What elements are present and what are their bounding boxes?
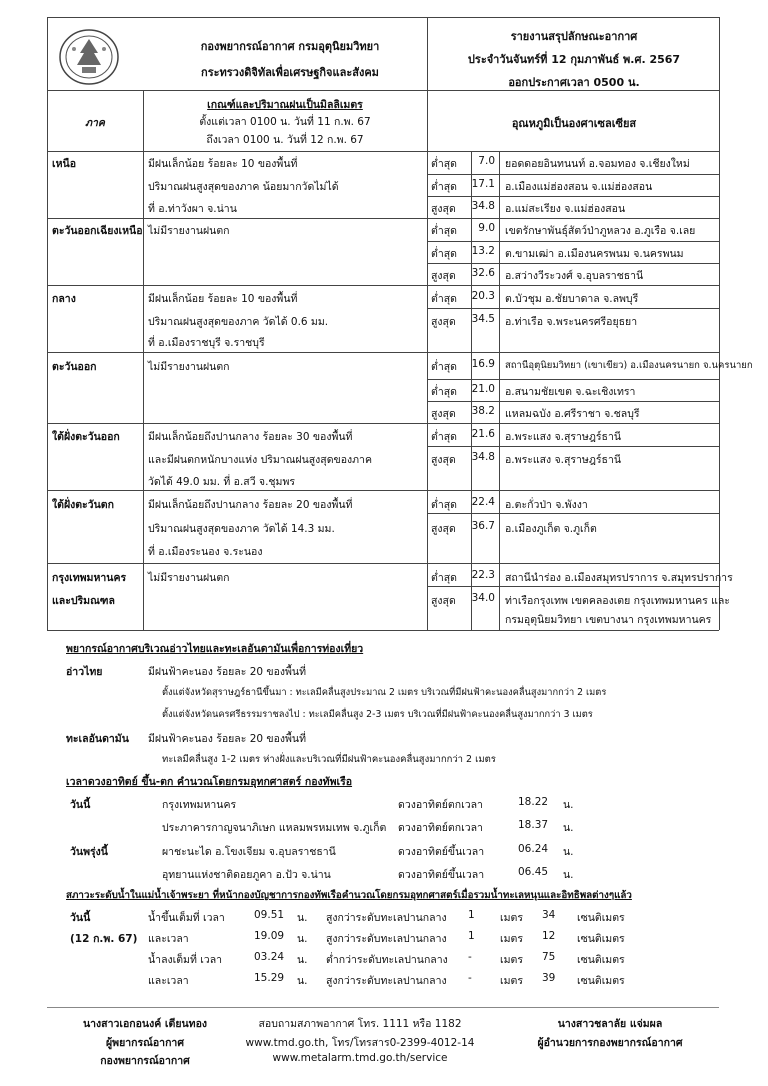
temp-value: 34.5 bbox=[471, 313, 495, 325]
sun-time: 18.22 bbox=[518, 796, 549, 808]
tide-meter: เมตร bbox=[500, 954, 523, 966]
temp-value: 17.1 bbox=[471, 178, 495, 190]
temp-value: 22.3 bbox=[471, 569, 495, 581]
temp-type: สูงสุด bbox=[431, 523, 456, 535]
tide-cm-unit: เซนติเมตร bbox=[577, 975, 625, 987]
rain-line: วัดได้ 49.0 มม. ที่ อ.สวี จ.ชุมพร bbox=[148, 476, 296, 488]
sun-event: ดวงอาทิตย์ตกเวลา bbox=[398, 822, 483, 834]
contact-phone: สอบถามสภาพอากาศ โทร. 1111 หรือ 1182 bbox=[258, 1018, 462, 1030]
tide-level: - bbox=[468, 951, 472, 963]
temp-value: 34.8 bbox=[471, 451, 495, 463]
tide-cm-unit: เซนติเมตร bbox=[577, 954, 625, 966]
sun-event: ดวงอาทิตย์ขึ้นเวลา bbox=[398, 846, 485, 858]
temp-place: อ.เมืองภูเก็ต จ.ภูเก็ต bbox=[505, 523, 597, 535]
temp-type: ต่ำสุด bbox=[431, 386, 457, 398]
temp-place: สถานีอุตุนิยมวิทยา (เขาเขียว) อ.เมืองนครนายก จ.นครนายก bbox=[505, 360, 753, 371]
rain-line: มีฝนเล็กน้อยถึงปานกลาง ร้อยละ 20 ของพื้นที่ bbox=[148, 499, 353, 511]
temp-value: 16.9 bbox=[471, 358, 495, 370]
sun-place: ผาชะนะได อ.โขงเจียม จ.อุบลราชธานี bbox=[162, 846, 336, 858]
tide-meter: เมตร bbox=[500, 933, 523, 945]
temp-value: 13.2 bbox=[471, 245, 495, 257]
department-seal bbox=[56, 27, 122, 87]
andaman-label: ทะเลอันดามัน bbox=[66, 733, 129, 745]
rain-line: ไม่มีรายงานฝนตก bbox=[148, 572, 230, 584]
region-name: กลาง bbox=[52, 293, 76, 305]
temp-place: เขตรักษาพันธุ์สัตว์ป่าภูหลวง อ.ภูเรือ จ.เลย bbox=[505, 225, 696, 237]
region-name: ตะวันออก bbox=[52, 361, 97, 373]
temp-place: อ.พระแสง จ.สุราษฎร์ธานี bbox=[505, 431, 622, 443]
ministry-name: กระทรวงดิจิทัลเพื่อเศรษฐกิจและสังคม bbox=[201, 66, 379, 79]
temp-type: สูงสุด bbox=[431, 203, 456, 215]
rain-line: ที่ อ.ท่าวังผา จ.น่าน bbox=[148, 203, 237, 215]
rain-line: มีฝนเล็กน้อยถึงปานกลาง ร้อยละ 30 ของพื้นที่ bbox=[148, 431, 353, 443]
temp-place: สถานีนำร่อง อ.เมืองสมุทรปราการ จ.สมุทรปราการ bbox=[505, 572, 733, 584]
rain-period-to: ถึงเวลา 0100 น. วันที่ 12 ก.พ. 67 bbox=[206, 134, 364, 146]
tide-meter: เมตร bbox=[500, 975, 523, 987]
sun-place: อุทยานแห่งชาติดอยภูคา อ.ปัว จ.น่าน bbox=[162, 869, 331, 881]
temp-type: ต่ำสุด bbox=[431, 181, 457, 193]
rain-line: ปริมาณฝนสูงสุดของภาค น้อยมากวัดไม่ได้ bbox=[148, 181, 339, 193]
report-issue-time: ออกประกาศเวลา 0500 น. bbox=[508, 76, 640, 89]
tide-title: สภาวะระดับน้ำในแม่น้ำเจ้าพระยา ที่หน้ากองบัญชาการกองทัพเรือคำนวณโดยกรมอุทกศาสตร์เมื่อรวมน้ำทะเลหนุนและอิทธิพลต่างๆแล้ว bbox=[66, 890, 632, 901]
temp-value: 34.8 bbox=[471, 200, 495, 212]
rain-line: ไม่มีรายงานฝนตก bbox=[148, 225, 230, 237]
tide-cm: 34 bbox=[542, 909, 556, 921]
temp-value: 34.0 bbox=[471, 592, 495, 604]
sun-title: เวลาดวงอาทิตย์ ขึ้น-ตก คำนวณโดยกรมอุทกศาสตร์ กองทัพเรือ bbox=[66, 776, 353, 788]
tide-desc: ต่ำกว่าระดับทะเลปานกลาง bbox=[326, 954, 448, 966]
temp-place: ท่าเรือกรุงเทพ เขตคลองเตย กรุงเทพมหานคร และ bbox=[505, 595, 730, 607]
marine-line: มีฝนฟ้าคะนอง ร้อยละ 20 ของพื้นที่ bbox=[148, 733, 307, 745]
temp-value: 21.0 bbox=[471, 383, 495, 395]
tide-cm: 39 bbox=[542, 972, 556, 984]
temp-value: 38.2 bbox=[471, 405, 495, 417]
sun-unit: น. bbox=[563, 869, 574, 881]
region-name: และปริมณฑล bbox=[52, 595, 115, 607]
tide-time: 03.24 bbox=[254, 951, 285, 963]
temp-type: สูงสุด bbox=[431, 595, 456, 607]
temp-type: ต่ำสุด bbox=[431, 431, 457, 443]
tide-desc: สูงกว่าระดับทะเลปานกลาง bbox=[326, 912, 447, 924]
rain-line: มีฝนเล็กน้อย ร้อยละ 10 ของพื้นที่ bbox=[148, 158, 298, 170]
temp-type: ต่ำสุด bbox=[431, 293, 457, 305]
rain-line: ปริมาณฝนสูงสุดของภาค วัดได้ 0.6 มม. bbox=[148, 316, 329, 328]
tide-unit: น. bbox=[297, 933, 308, 945]
rain-line: ที่ อ.เมืองราชบุรี จ.ราชบุรี bbox=[148, 337, 265, 349]
tide-meter: เมตร bbox=[500, 912, 523, 924]
temp-type: สูงสุด bbox=[431, 454, 456, 466]
temp-value: 22.4 bbox=[471, 496, 495, 508]
tide-level: - bbox=[468, 972, 472, 984]
sun-event: ดวงอาทิตย์ขึ้นเวลา bbox=[398, 869, 485, 881]
sun-time: 06.24 bbox=[518, 843, 549, 855]
temp-place: อ.แม่สะเรียง จ.แม่ฮ่องสอน bbox=[505, 203, 626, 215]
marine-line: มีฝนฟ้าคะนอง ร้อยละ 20 ของพื้นที่ bbox=[148, 666, 307, 678]
temp-type: ต่ำสุด bbox=[431, 158, 457, 170]
temp-place: ต.ขามเฒ่า อ.เมืองนครพนม จ.นครพนม bbox=[505, 248, 684, 260]
marine-line: ตั้งแต่จังหวัดนครศรีธรรมราชลงไป : ทะเลมีคลื่นสูง 2-3 เมตร บริเวณที่มีฝนฟ้าคะนองคลื่นสูงมากกว่า 3 เมตร bbox=[162, 709, 593, 720]
tide-time: 19.09 bbox=[254, 930, 285, 942]
sun-time: 18.37 bbox=[518, 819, 549, 831]
region-name: ใต้ฝั่งตะวันตก bbox=[52, 499, 114, 511]
rain-line: ที่ อ.เมืองระนอง จ.ระนอง bbox=[148, 546, 263, 558]
sun-place: ประภาคารกาญจนาภิเษก แหลมพรหมเทพ จ.ภูเก็ต bbox=[162, 822, 387, 834]
temp-place: อ.พระแสง จ.สุราษฎร์ธานี bbox=[505, 454, 622, 466]
temp-value: 36.7 bbox=[471, 520, 495, 532]
tide-cm-unit: เซนติเมตร bbox=[577, 933, 625, 945]
temp-place: อ.สนามชัยเขต จ.ฉะเชิงเทรา bbox=[505, 386, 636, 398]
director-name: นางสาวชลาลัย แจ่มผล bbox=[557, 1018, 663, 1030]
region-name: ตะวันออกเฉียงเหนือ bbox=[52, 225, 143, 237]
tide-cm-unit: เซนติเมตร bbox=[577, 912, 625, 924]
tomorrow-label: วันพรุ่งนี้ bbox=[70, 846, 108, 858]
metalarm-link[interactable]: www.metalarm.tmd.go.th/service bbox=[272, 1052, 448, 1064]
tide-unit: น. bbox=[297, 954, 308, 966]
rain-line: ปริมาณฝนสูงสุดของภาค วัดได้ 14.3 มม. bbox=[148, 523, 335, 535]
report-title: รายงานสรุปลักษณะอากาศ bbox=[510, 30, 638, 43]
region-name: กรุงเทพมหานคร bbox=[52, 572, 127, 584]
tide-label: และเวลา bbox=[148, 975, 189, 987]
tide-desc: สูงกว่าระดับทะเลปานกลาง bbox=[326, 933, 447, 945]
rain-line: มีฝนเล็กน้อย ร้อยละ 10 ของพื้นที่ bbox=[148, 293, 298, 305]
temp-place: แหลมฉบัง อ.ศรีราชา จ.ชลบุรี bbox=[505, 408, 640, 420]
marine-line: ตั้งแต่จังหวัดสุราษฎร์ธานีขึ้นมา : ทะเลมีคลื่นสูงประมาณ 2 เมตร บริเวณที่มีฝนฟ้าคะนองคลื่นสูงมากกว่า 2 เมตร bbox=[162, 687, 607, 698]
tide-label: น้ำขึ้นเต็มที่ เวลา bbox=[148, 912, 225, 924]
gulf-label: อ่าวไทย bbox=[66, 666, 103, 678]
temperature-column-title: อุณหภูมิเป็นองศาเซลเซียส bbox=[511, 117, 637, 130]
temp-type: ต่ำสุด bbox=[431, 248, 457, 260]
temp-type: ต่ำสุด bbox=[431, 499, 457, 511]
temp-type: ต่ำสุด bbox=[431, 572, 457, 584]
rain-column-title: เกณฑ์และปริมาณฝนเป็นมิลลิเมตร bbox=[207, 99, 363, 111]
temp-type: ต่ำสุด bbox=[431, 225, 457, 237]
sun-unit: น. bbox=[563, 799, 574, 811]
temp-type: สูงสุด bbox=[431, 316, 456, 328]
temp-type: ต่ำสุด bbox=[431, 361, 457, 373]
temp-value: 9.0 bbox=[478, 222, 495, 234]
temp-place: อ.ตะกั่วป่า จ.พังงา bbox=[505, 499, 588, 511]
region-name: เหนือ bbox=[52, 158, 76, 170]
tide-label: น้ำลงเต็มที่ เวลา bbox=[148, 954, 223, 966]
sun-unit: น. bbox=[563, 822, 574, 834]
temp-place: ต.บัวชุม อ.ชัยบาดาล จ.ลพบุรี bbox=[505, 293, 639, 305]
rain-line: ไม่มีรายงานฝนตก bbox=[148, 361, 230, 373]
temp-place: ยอดดอยอินทนนท์ อ.จอมทอง จ.เชียงใหม่ bbox=[505, 158, 690, 170]
rain-line: และมีฝนตกหนักบางแห่ง ปริมาณฝนสูงสุดของภาค bbox=[148, 454, 372, 466]
contact-website-link[interactable]: www.tmd.go.th, โทร/โทรสาร0-2399-4012-14 bbox=[245, 1037, 475, 1049]
tide-unit: น. bbox=[297, 912, 308, 924]
footer-divider bbox=[47, 1007, 719, 1008]
tide-level: 1 bbox=[468, 909, 475, 921]
tide-desc: สูงกว่าระดับทะเลปานกลาง bbox=[326, 975, 447, 987]
sun-event: ดวงอาทิตย์ตกเวลา bbox=[398, 799, 483, 811]
temp-type: สูงสุด bbox=[431, 270, 456, 282]
director-position: ผู้อำนวยการกองพยากรณ์อากาศ bbox=[537, 1037, 683, 1049]
temp-value: 21.6 bbox=[471, 428, 495, 440]
department-name: กองพยากรณ์อากาศ กรมอุตุนิยมวิทยา bbox=[200, 40, 380, 53]
tide-unit: น. bbox=[297, 975, 308, 987]
tide-day-label: วันนี้ bbox=[70, 912, 91, 924]
marine-line: ทะเลมีคลื่นสูง 1-2 เมตร ห่างฝั่งและบริเวณที่มีฝนฟ้าคะนองคลื่นสูงมากกว่า 2 เมตร bbox=[162, 754, 496, 765]
sun-unit: น. bbox=[563, 846, 574, 858]
temp-value: 7.0 bbox=[478, 155, 495, 167]
tide-time: 15.29 bbox=[254, 972, 285, 984]
sun-place: กรุงเทพมหานคร bbox=[162, 799, 237, 811]
temp-value: 20.3 bbox=[471, 290, 495, 302]
tide-cm: 12 bbox=[542, 930, 556, 942]
tide-label: และเวลา bbox=[148, 933, 189, 945]
tide-date-label: (12 ก.พ. 67) bbox=[70, 933, 138, 945]
temp-place: อ.สว่างวีระวงศ์ จ.อุบลราชธานี bbox=[505, 270, 644, 282]
region-column-header: ภาค bbox=[85, 117, 105, 129]
tide-cm: 75 bbox=[542, 951, 556, 963]
temp-type: สูงสุด bbox=[431, 408, 456, 420]
rain-period-from: ตั้งแต่เวลา 0100 น. วันที่ 11 ก.พ. 67 bbox=[199, 116, 371, 128]
marine-title: พยากรณ์อากาศบริเวณอ่าวไทยและทะเลอันดามันเพื่อการท่องเที่ยว bbox=[66, 643, 364, 655]
report-date: ประจำวันจันทร์ที่ 12 กุมภาพันธ์ พ.ศ. 2567 bbox=[467, 53, 681, 66]
temp-place: กรมอุตุนิยมวิทยา เขตบางนา กรุงเทพมหานคร bbox=[505, 614, 712, 626]
region-name: ใต้ฝั่งตะวันออก bbox=[52, 431, 120, 443]
temp-value: 32.6 bbox=[471, 267, 495, 279]
forecaster-name: นางสาวเอกอนงค์ เตียนทอง bbox=[82, 1018, 208, 1030]
temp-place: อ.เมืองแม่ฮ่องสอน จ.แม่ฮ่องสอน bbox=[505, 181, 653, 193]
forecaster-position: ผู้พยากรณ์อากาศ bbox=[106, 1037, 184, 1049]
tide-time: 09.51 bbox=[254, 909, 285, 921]
temp-place: อ.ท่าเรือ จ.พระนครศรีอยุธยา bbox=[505, 316, 638, 328]
sun-time: 06.45 bbox=[518, 866, 549, 878]
forecaster-division: กองพยากรณ์อากาศ bbox=[100, 1055, 190, 1067]
today-label: วันนี้ bbox=[70, 799, 91, 811]
tide-level: 1 bbox=[468, 930, 475, 942]
